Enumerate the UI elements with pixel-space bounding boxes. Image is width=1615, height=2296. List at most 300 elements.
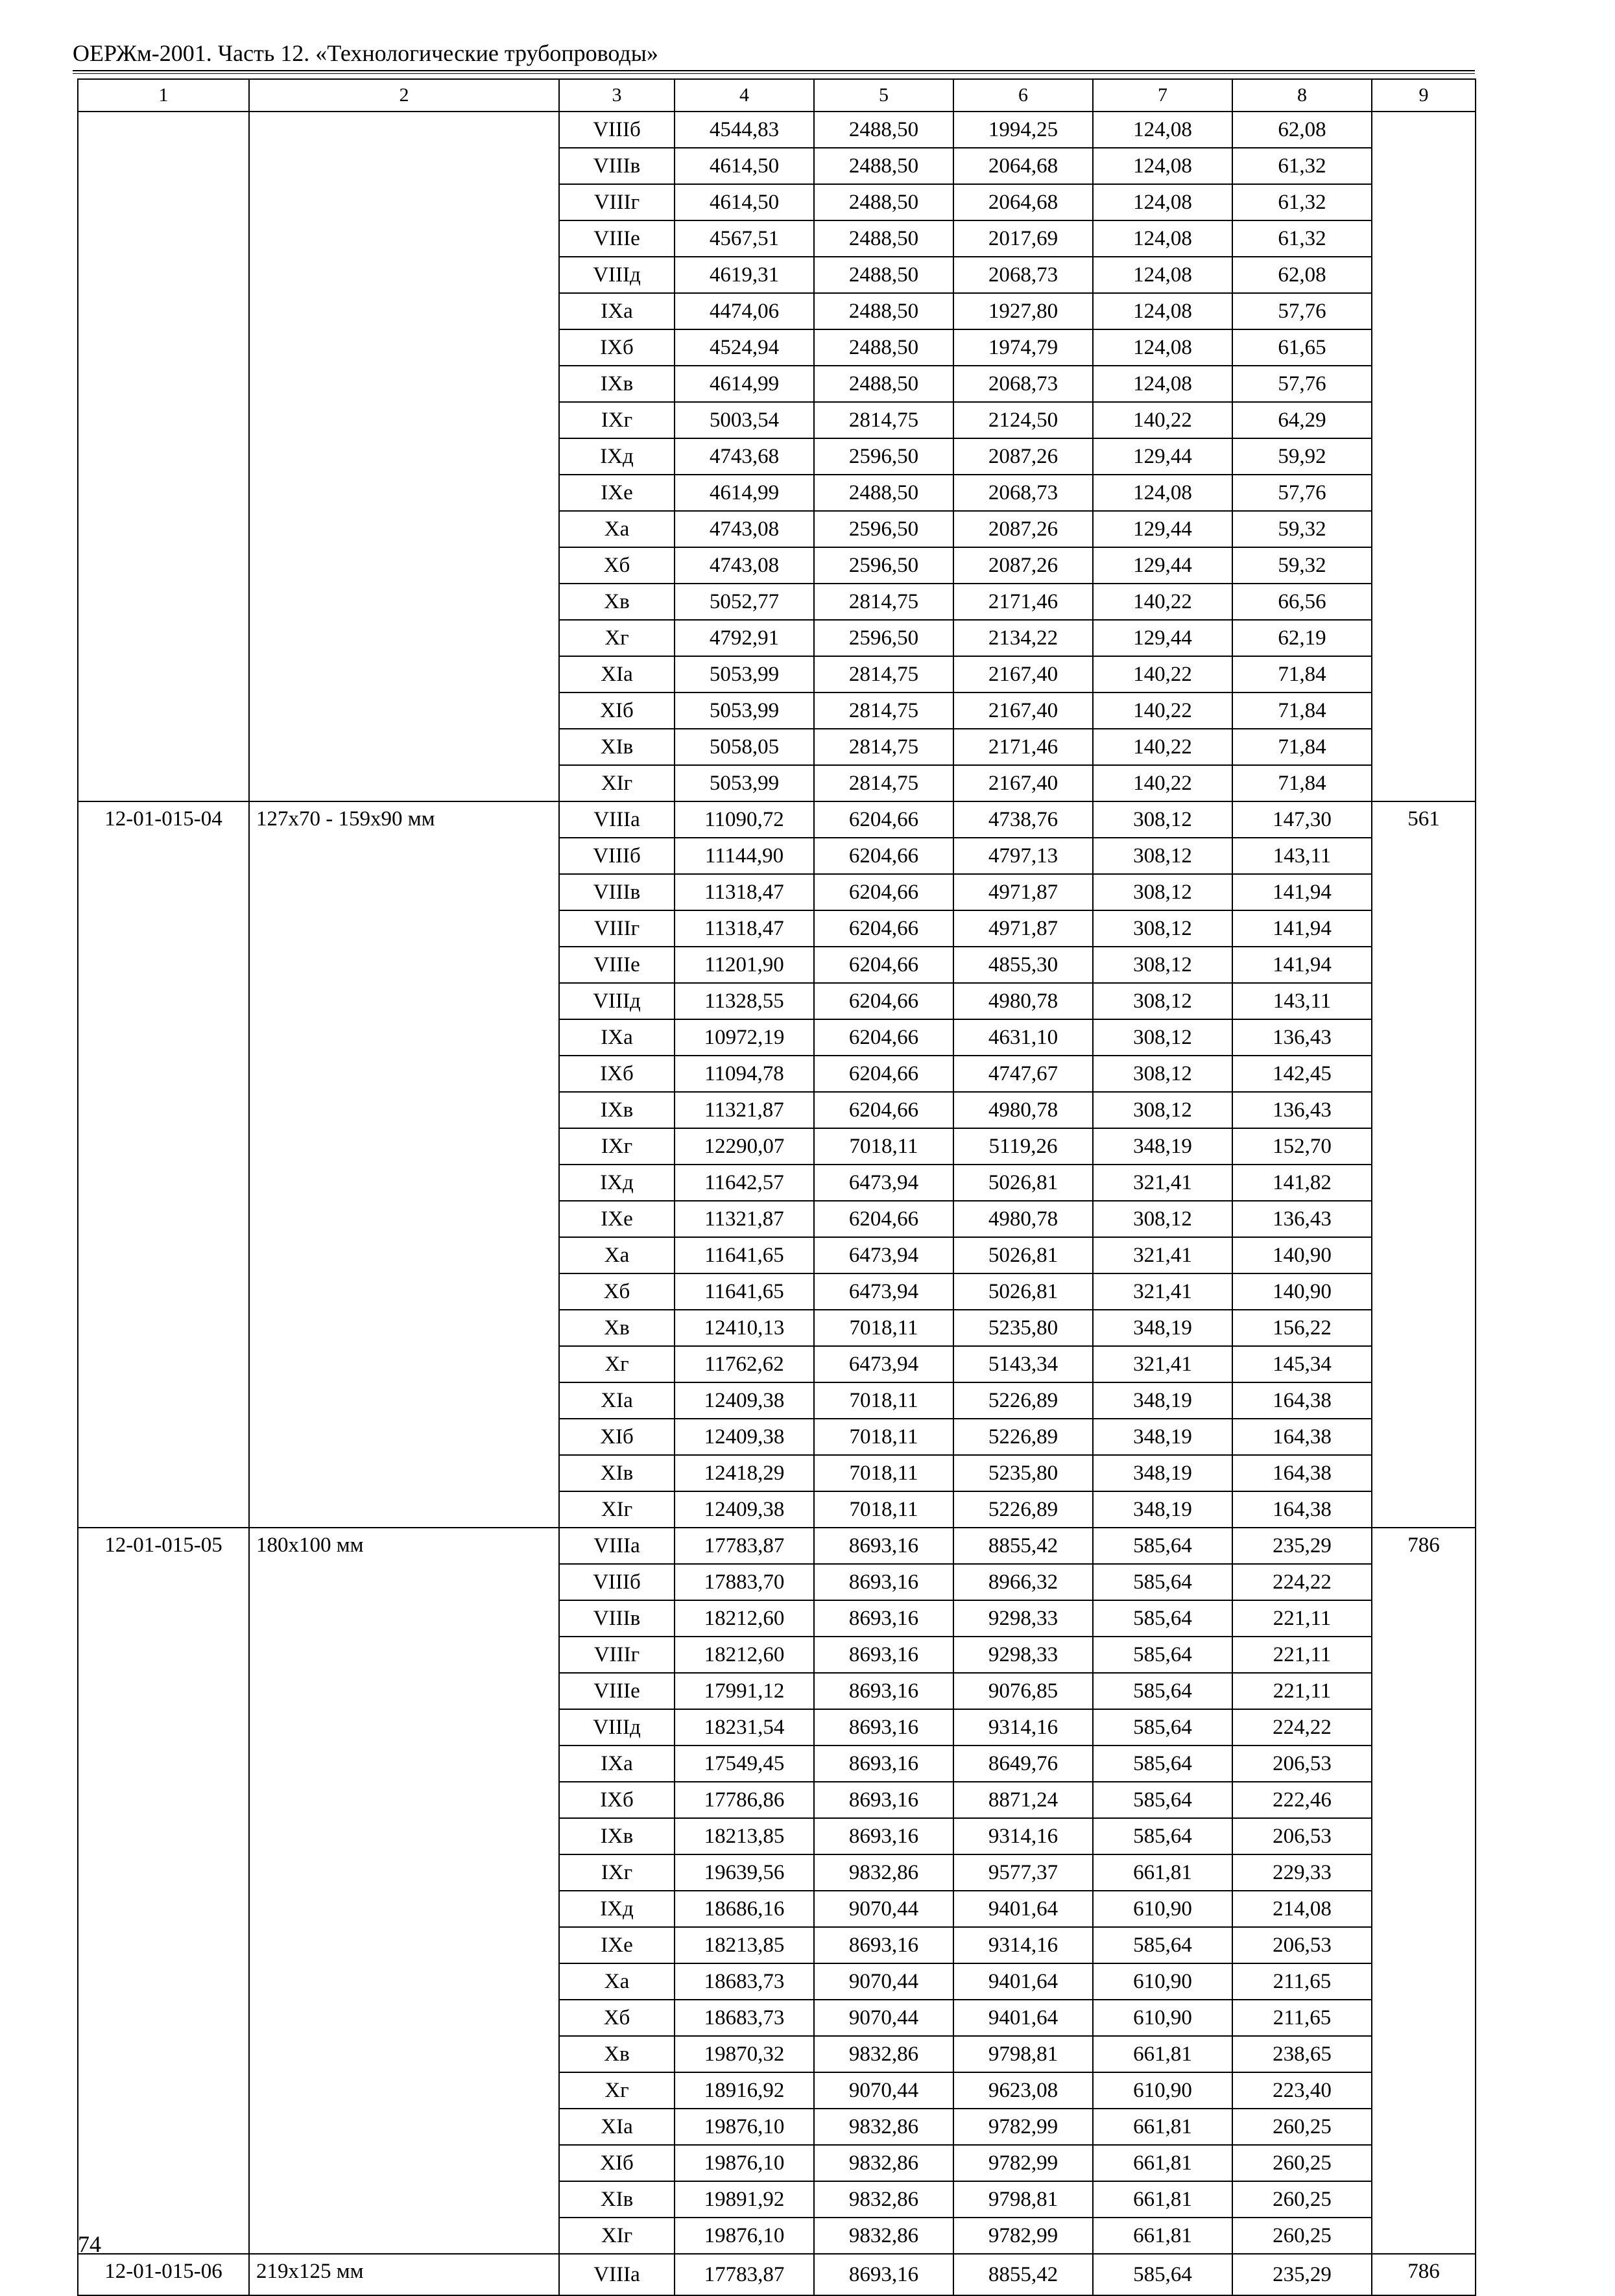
- total-cost-cell: 17786,86: [675, 1782, 814, 1818]
- total-cost-cell: 17549,45: [675, 1746, 814, 1782]
- total-cost-cell: 11328,55: [675, 983, 814, 1019]
- class-cell: IXе: [559, 1927, 675, 1963]
- machines-cell: 9798,81: [953, 2181, 1093, 2218]
- wages-cell: 2596,50: [814, 620, 953, 656]
- machinists-wages-cell: 585,64: [1093, 2254, 1232, 2295]
- wages-cell: 9832,86: [814, 2109, 953, 2145]
- class-cell: XIб: [559, 2145, 675, 2181]
- wages-cell: 7018,11: [814, 1310, 953, 1346]
- materials-cell: 59,92: [1232, 438, 1372, 475]
- wages-cell: 8693,16: [814, 1709, 953, 1746]
- class-cell: XIа: [559, 1382, 675, 1419]
- materials-cell: 224,22: [1232, 1564, 1372, 1600]
- materials-cell: 62,19: [1232, 620, 1372, 656]
- machines-cell: 2167,40: [953, 656, 1093, 692]
- materials-cell: 223,40: [1232, 2072, 1372, 2109]
- class-cell: XIв: [559, 729, 675, 765]
- materials-cell: 64,29: [1232, 402, 1372, 438]
- class-cell: VIIIг: [559, 1637, 675, 1673]
- class-cell: IXа: [559, 293, 675, 329]
- total-cost-cell: 12290,07: [675, 1128, 814, 1165]
- class-cell: VIIIд: [559, 1709, 675, 1746]
- class-cell: Xг: [559, 620, 675, 656]
- materials-cell: 260,25: [1232, 2218, 1372, 2254]
- materials-cell: 221,11: [1232, 1637, 1372, 1673]
- total-cost-cell: 18683,73: [675, 1963, 814, 2000]
- column-number-row: [78, 79, 1476, 112]
- machinists-wages-cell: 585,64: [1093, 1927, 1232, 1963]
- materials-cell: 71,84: [1232, 692, 1372, 729]
- machinists-wages-cell: 124,08: [1093, 184, 1232, 220]
- machinists-wages-cell: 140,22: [1093, 692, 1232, 729]
- class-cell: Xа: [559, 511, 675, 547]
- wages-cell: 2596,50: [814, 511, 953, 547]
- wages-cell: 9832,86: [814, 2145, 953, 2181]
- materials-cell: 211,65: [1232, 1963, 1372, 2000]
- machinists-wages-cell: 124,08: [1093, 148, 1232, 184]
- class-cell: VIIIб: [559, 838, 675, 874]
- total-cost-cell: 4567,51: [675, 220, 814, 257]
- machinists-wages-cell: 348,19: [1093, 1128, 1232, 1165]
- machinists-wages-cell: 585,64: [1093, 1637, 1232, 1673]
- machines-cell: 5235,80: [953, 1455, 1093, 1491]
- wages-cell: 2488,50: [814, 184, 953, 220]
- machines-cell: 4971,87: [953, 910, 1093, 947]
- class-cell: IXв: [559, 1092, 675, 1128]
- pipe-size-cell: 127x70 - 159x90 мм: [249, 801, 559, 1528]
- machines-cell: 1927,80: [953, 293, 1093, 329]
- table-row: [78, 112, 1476, 148]
- total-cost-cell: 5058,05: [675, 729, 814, 765]
- unit-value-cell: 786: [1372, 2254, 1476, 2295]
- wages-cell: 2488,50: [814, 112, 953, 148]
- wages-cell: 2814,75: [814, 729, 953, 765]
- machines-cell: 4738,76: [953, 801, 1093, 838]
- wages-cell: 2488,50: [814, 329, 953, 366]
- total-cost-cell: 5053,99: [675, 656, 814, 692]
- total-cost-cell: 5003,54: [675, 402, 814, 438]
- total-cost-cell: 11090,72: [675, 801, 814, 838]
- wages-cell: 9070,44: [814, 2072, 953, 2109]
- total-cost-cell: 4743,08: [675, 547, 814, 584]
- class-cell: VIIIб: [559, 112, 675, 148]
- total-cost-cell: 18213,85: [675, 1927, 814, 1963]
- materials-cell: 61,32: [1232, 184, 1372, 220]
- page-title: ОЕРЖм-2001. Часть 12. «Технологические трубопроводы»: [73, 40, 658, 66]
- machines-cell: 4747,67: [953, 1056, 1093, 1092]
- machines-cell: 8871,24: [953, 1782, 1093, 1818]
- wages-cell: 2488,50: [814, 220, 953, 257]
- wages-cell: 6473,94: [814, 1237, 953, 1273]
- wages-cell: 6204,66: [814, 1019, 953, 1056]
- machines-cell: 5026,81: [953, 1237, 1093, 1273]
- machinists-wages-cell: 348,19: [1093, 1455, 1232, 1491]
- wages-cell: 2596,50: [814, 438, 953, 475]
- pipe-size-cell: 180x100 мм: [249, 1528, 559, 2254]
- total-cost-cell: 11762,62: [675, 1346, 814, 1382]
- class-cell: VIIIе: [559, 947, 675, 983]
- class-cell: XIг: [559, 1491, 675, 1528]
- machines-cell: 2167,40: [953, 692, 1093, 729]
- total-cost-cell: 5053,99: [675, 765, 814, 801]
- machinists-wages-cell: 308,12: [1093, 874, 1232, 910]
- materials-cell: 61,32: [1232, 220, 1372, 257]
- materials-cell: 211,65: [1232, 2000, 1372, 2036]
- total-cost-cell: 4614,99: [675, 475, 814, 511]
- machinists-wages-cell: 585,64: [1093, 1673, 1232, 1709]
- machinists-wages-cell: 124,08: [1093, 257, 1232, 293]
- class-cell: IXе: [559, 1201, 675, 1237]
- machinists-wages-cell: 585,64: [1093, 1746, 1232, 1782]
- wages-cell: 2596,50: [814, 547, 953, 584]
- machines-cell: 9798,81: [953, 2036, 1093, 2072]
- machines-cell: 9298,33: [953, 1637, 1093, 1673]
- machines-cell: 9314,16: [953, 1927, 1093, 1963]
- class-cell: VIIIб: [559, 1564, 675, 1600]
- materials-cell: 71,84: [1232, 656, 1372, 692]
- materials-cell: 221,11: [1232, 1673, 1372, 1709]
- class-cell: IXа: [559, 1019, 675, 1056]
- total-cost-cell: 4614,50: [675, 184, 814, 220]
- machinists-wages-cell: 124,08: [1093, 329, 1232, 366]
- machinists-wages-cell: 308,12: [1093, 1056, 1232, 1092]
- machines-cell: 2064,68: [953, 148, 1093, 184]
- materials-cell: 71,84: [1232, 765, 1372, 801]
- total-cost-cell: 18686,16: [675, 1891, 814, 1927]
- class-cell: XIб: [559, 692, 675, 729]
- materials-cell: 221,11: [1232, 1600, 1372, 1637]
- total-cost-cell: 19891,92: [675, 2181, 814, 2218]
- class-cell: IXб: [559, 329, 675, 366]
- materials-cell: 61,32: [1232, 148, 1372, 184]
- total-cost-cell: 12409,38: [675, 1382, 814, 1419]
- wages-cell: 6204,66: [814, 874, 953, 910]
- materials-cell: 164,38: [1232, 1491, 1372, 1528]
- class-cell: Xб: [559, 547, 675, 584]
- machinists-wages-cell: 129,44: [1093, 620, 1232, 656]
- total-cost-cell: 5052,77: [675, 584, 814, 620]
- materials-cell: 260,25: [1232, 2145, 1372, 2181]
- machines-cell: 2087,26: [953, 438, 1093, 475]
- class-cell: IXг: [559, 1854, 675, 1891]
- class-cell: VIIIе: [559, 1673, 675, 1709]
- total-cost-cell: 4743,08: [675, 511, 814, 547]
- class-cell: IXв: [559, 366, 675, 402]
- machines-cell: 2068,73: [953, 257, 1093, 293]
- machines-cell: 5226,89: [953, 1491, 1093, 1528]
- total-cost-cell: 19876,10: [675, 2218, 814, 2254]
- code-cell: [78, 112, 249, 801]
- total-cost-cell: 19876,10: [675, 2109, 814, 2145]
- machinists-wages-cell: 321,41: [1093, 1237, 1232, 1273]
- machines-cell: 9401,64: [953, 1891, 1093, 1927]
- total-cost-cell: 18916,92: [675, 2072, 814, 2109]
- wages-cell: 7018,11: [814, 1382, 953, 1419]
- machinists-wages-cell: 585,64: [1093, 1782, 1232, 1818]
- total-cost-cell: 11321,87: [675, 1201, 814, 1237]
- wages-cell: 6204,66: [814, 1201, 953, 1237]
- machinists-wages-cell: 308,12: [1093, 1201, 1232, 1237]
- class-cell: VIIIе: [559, 220, 675, 257]
- class-cell: IXб: [559, 1056, 675, 1092]
- unit-value-cell: 561: [1372, 801, 1476, 1528]
- machinists-wages-cell: 308,12: [1093, 1019, 1232, 1056]
- machines-cell: 4855,30: [953, 947, 1093, 983]
- machinists-wages-cell: 661,81: [1093, 2218, 1232, 2254]
- machinists-wages-cell: 308,12: [1093, 1092, 1232, 1128]
- materials-cell: 229,33: [1232, 1854, 1372, 1891]
- wages-cell: 8693,16: [814, 1746, 953, 1782]
- materials-cell: 57,76: [1232, 475, 1372, 511]
- wages-cell: 7018,11: [814, 1455, 953, 1491]
- machinists-wages-cell: 308,12: [1093, 838, 1232, 874]
- materials-cell: 141,94: [1232, 947, 1372, 983]
- machinists-wages-cell: 661,81: [1093, 2036, 1232, 2072]
- machinists-wages-cell: 348,19: [1093, 1419, 1232, 1455]
- machines-cell: 9623,08: [953, 2072, 1093, 2109]
- machinists-wages-cell: 348,19: [1093, 1310, 1232, 1346]
- total-cost-cell: 11321,87: [675, 1092, 814, 1128]
- machines-cell: 2171,46: [953, 584, 1093, 620]
- class-cell: Xа: [559, 1963, 675, 2000]
- class-cell: XIв: [559, 1455, 675, 1491]
- wages-cell: 9832,86: [814, 2036, 953, 2072]
- class-cell: Xв: [559, 2036, 675, 2072]
- machinists-wages-cell: 348,19: [1093, 1491, 1232, 1528]
- materials-cell: 164,38: [1232, 1419, 1372, 1455]
- wages-cell: 2814,75: [814, 656, 953, 692]
- wages-cell: 6204,66: [814, 838, 953, 874]
- table-row: [78, 1528, 1476, 1564]
- machines-cell: 5026,81: [953, 1273, 1093, 1310]
- class-cell: VIIIв: [559, 148, 675, 184]
- machines-cell: 4971,87: [953, 874, 1093, 910]
- class-cell: Xв: [559, 584, 675, 620]
- materials-cell: 206,53: [1232, 1818, 1372, 1854]
- header-rule: [73, 70, 1475, 74]
- wages-cell: 2814,75: [814, 402, 953, 438]
- size-cell: [249, 112, 559, 801]
- total-cost-cell: 18213,85: [675, 1818, 814, 1854]
- class-cell: XIб: [559, 1419, 675, 1455]
- class-cell: Xб: [559, 2000, 675, 2036]
- class-cell: VIIIа: [559, 2254, 675, 2295]
- materials-cell: 142,45: [1232, 1056, 1372, 1092]
- total-cost-cell: 11094,78: [675, 1056, 814, 1092]
- total-cost-cell: 11201,90: [675, 947, 814, 983]
- total-cost-cell: 19870,32: [675, 2036, 814, 2072]
- machinists-wages-cell: 610,90: [1093, 1891, 1232, 1927]
- materials-cell: 147,30: [1232, 801, 1372, 838]
- pipe-size-cell: 219x125 мм: [249, 2254, 559, 2295]
- column-number-1: 1: [78, 79, 249, 112]
- class-cell: IXд: [559, 1165, 675, 1201]
- wages-cell: 2814,75: [814, 584, 953, 620]
- machinists-wages-cell: 124,08: [1093, 293, 1232, 329]
- materials-cell: 71,84: [1232, 729, 1372, 765]
- materials-cell: 141,94: [1232, 910, 1372, 947]
- machinists-wages-cell: 129,44: [1093, 547, 1232, 584]
- materials-cell: 214,08: [1232, 1891, 1372, 1927]
- total-cost-cell: 11642,57: [675, 1165, 814, 1201]
- machines-cell: 9782,99: [953, 2109, 1093, 2145]
- machinists-wages-cell: 140,22: [1093, 765, 1232, 801]
- page-header: [73, 39, 1475, 74]
- class-cell: IXд: [559, 438, 675, 475]
- materials-cell: 136,43: [1232, 1201, 1372, 1237]
- machinists-wages-cell: 308,12: [1093, 983, 1232, 1019]
- materials-cell: 222,46: [1232, 1782, 1372, 1818]
- class-cell: XIг: [559, 765, 675, 801]
- total-cost-cell: 11144,90: [675, 838, 814, 874]
- materials-cell: 141,94: [1232, 874, 1372, 910]
- total-cost-cell: 12418,29: [675, 1455, 814, 1491]
- wages-cell: 8693,16: [814, 1673, 953, 1709]
- rate-code-cell: 12-01-015-04: [78, 801, 249, 1528]
- materials-cell: 206,53: [1232, 1927, 1372, 1963]
- class-cell: Xг: [559, 1346, 675, 1382]
- machines-cell: 5119,26: [953, 1128, 1093, 1165]
- machinists-wages-cell: 129,44: [1093, 438, 1232, 475]
- machines-cell: 2171,46: [953, 729, 1093, 765]
- materials-cell: 224,22: [1232, 1709, 1372, 1746]
- wages-cell: 8693,16: [814, 1782, 953, 1818]
- class-cell: VIIIд: [559, 983, 675, 1019]
- machines-cell: 5143,34: [953, 1346, 1093, 1382]
- machines-cell: 5226,89: [953, 1419, 1093, 1455]
- wages-cell: 7018,11: [814, 1128, 953, 1165]
- unit-cell: [1372, 112, 1476, 801]
- machinists-wages-cell: 140,22: [1093, 729, 1232, 765]
- wages-cell: 2488,50: [814, 475, 953, 511]
- wages-cell: 2814,75: [814, 692, 953, 729]
- wages-cell: 9832,86: [814, 2181, 953, 2218]
- materials-cell: 260,25: [1232, 2181, 1372, 2218]
- machinists-wages-cell: 610,90: [1093, 1963, 1232, 2000]
- materials-cell: 206,53: [1232, 1746, 1372, 1782]
- wages-cell: 6204,66: [814, 947, 953, 983]
- materials-cell: 136,43: [1232, 1092, 1372, 1128]
- machines-cell: 2087,26: [953, 547, 1093, 584]
- wages-cell: 7018,11: [814, 1419, 953, 1455]
- table-row: [78, 801, 1476, 838]
- class-cell: VIIIг: [559, 184, 675, 220]
- machines-cell: 2167,40: [953, 765, 1093, 801]
- class-cell: IXб: [559, 1782, 675, 1818]
- materials-cell: 164,38: [1232, 1382, 1372, 1419]
- machines-cell: 4980,78: [953, 1201, 1093, 1237]
- machinists-wages-cell: 321,41: [1093, 1346, 1232, 1382]
- materials-cell: 238,65: [1232, 2036, 1372, 2072]
- wages-cell: 2488,50: [814, 293, 953, 329]
- machines-cell: 9314,16: [953, 1709, 1093, 1746]
- machines-cell: 8855,42: [953, 1528, 1093, 1564]
- machines-cell: 2134,22: [953, 620, 1093, 656]
- materials-cell: 62,08: [1232, 257, 1372, 293]
- machines-cell: 9314,16: [953, 1818, 1093, 1854]
- machinists-wages-cell: 321,41: [1093, 1165, 1232, 1201]
- wages-cell: 8693,16: [814, 1927, 953, 1963]
- class-cell: VIIIг: [559, 910, 675, 947]
- total-cost-cell: 18231,54: [675, 1709, 814, 1746]
- wages-cell: 6204,66: [814, 983, 953, 1019]
- materials-cell: 235,29: [1232, 1528, 1372, 1564]
- machines-cell: 1974,79: [953, 329, 1093, 366]
- total-cost-cell: 18212,60: [675, 1600, 814, 1637]
- machines-cell: 2124,50: [953, 402, 1093, 438]
- total-cost-cell: 11641,65: [675, 1273, 814, 1310]
- machinists-wages-cell: 308,12: [1093, 947, 1232, 983]
- total-cost-cell: 4614,50: [675, 148, 814, 184]
- table-row: [78, 2254, 1476, 2295]
- wages-cell: 6204,66: [814, 801, 953, 838]
- column-number-2: 2: [249, 79, 559, 112]
- total-cost-cell: 17783,87: [675, 1528, 814, 1564]
- wages-cell: 9070,44: [814, 1963, 953, 2000]
- column-number-9: 9: [1372, 79, 1476, 112]
- machinists-wages-cell: 140,22: [1093, 656, 1232, 692]
- total-cost-cell: 4792,91: [675, 620, 814, 656]
- materials-cell: 152,70: [1232, 1128, 1372, 1165]
- materials-cell: 143,11: [1232, 983, 1372, 1019]
- wages-cell: 6473,94: [814, 1165, 953, 1201]
- wages-cell: 6473,94: [814, 1273, 953, 1310]
- machines-cell: 9401,64: [953, 1963, 1093, 2000]
- total-cost-cell: 4474,06: [675, 293, 814, 329]
- materials-cell: 143,11: [1232, 838, 1372, 874]
- wages-cell: 9070,44: [814, 1891, 953, 1927]
- machines-cell: 8649,76: [953, 1746, 1093, 1782]
- wages-cell: 9070,44: [814, 2000, 953, 2036]
- class-cell: VIIIа: [559, 1528, 675, 1564]
- machinists-wages-cell: 348,19: [1093, 1382, 1232, 1419]
- machinists-wages-cell: 661,81: [1093, 2181, 1232, 2218]
- machinists-wages-cell: 129,44: [1093, 511, 1232, 547]
- class-cell: Xг: [559, 2072, 675, 2109]
- class-cell: VIIIа: [559, 801, 675, 838]
- total-cost-cell: 4743,68: [675, 438, 814, 475]
- wages-cell: 2488,50: [814, 257, 953, 293]
- total-cost-cell: 4619,31: [675, 257, 814, 293]
- machinists-wages-cell: 124,08: [1093, 112, 1232, 148]
- materials-cell: 164,38: [1232, 1455, 1372, 1491]
- materials-cell: 57,76: [1232, 293, 1372, 329]
- class-cell: VIIIд: [559, 257, 675, 293]
- machinists-wages-cell: 585,64: [1093, 1818, 1232, 1854]
- wages-cell: 6473,94: [814, 1346, 953, 1382]
- machinists-wages-cell: 661,81: [1093, 1854, 1232, 1891]
- machinists-wages-cell: 585,64: [1093, 1600, 1232, 1637]
- machinists-wages-cell: 321,41: [1093, 1273, 1232, 1310]
- machines-cell: 8966,32: [953, 1564, 1093, 1600]
- wages-cell: 7018,11: [814, 1491, 953, 1528]
- total-cost-cell: 17991,12: [675, 1673, 814, 1709]
- wages-cell: 9832,86: [814, 2218, 953, 2254]
- machinists-wages-cell: 140,22: [1093, 584, 1232, 620]
- class-cell: XIа: [559, 2109, 675, 2145]
- machines-cell: 8855,42: [953, 2254, 1093, 2295]
- machinists-wages-cell: 585,64: [1093, 1528, 1232, 1564]
- column-number-8: 8: [1232, 79, 1372, 112]
- total-cost-cell: 4614,99: [675, 366, 814, 402]
- class-cell: IXв: [559, 1818, 675, 1854]
- machinists-wages-cell: 585,64: [1093, 1564, 1232, 1600]
- materials-cell: 145,34: [1232, 1346, 1372, 1382]
- total-cost-cell: 11318,47: [675, 910, 814, 947]
- class-cell: IXг: [559, 1128, 675, 1165]
- total-cost-cell: 4524,94: [675, 329, 814, 366]
- wages-cell: 6204,66: [814, 1092, 953, 1128]
